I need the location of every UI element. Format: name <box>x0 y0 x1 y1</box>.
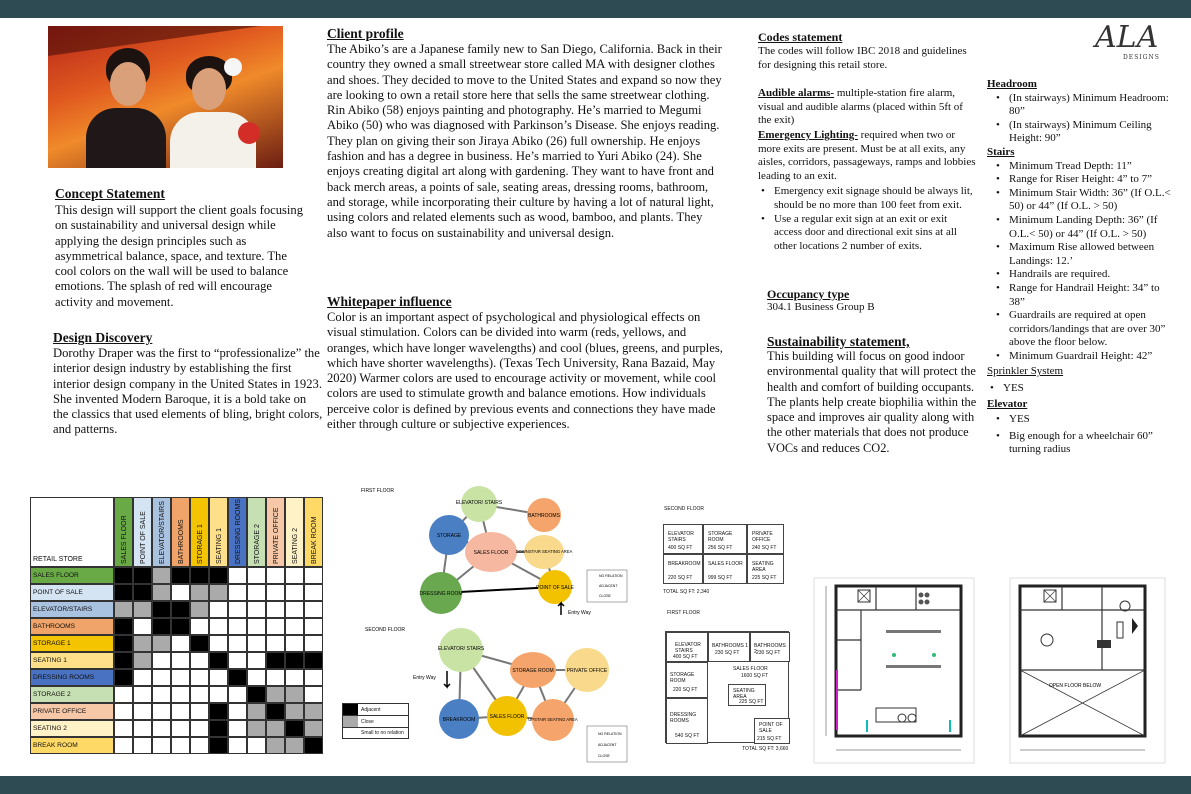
block-first-total: TOTAL SQ FT: 3,660 <box>742 746 789 752</box>
matrix-cell <box>171 567 190 584</box>
codes-bullet: • Use a regular exit sign at an exit or exit access door and directional exit sins at all other locations 2 number of exits. <box>758 213 978 254</box>
entry-label: Entry Way <box>413 675 436 681</box>
matrix-cell <box>228 618 247 635</box>
bubble-label: STORAGE ROOM <box>512 668 554 674</box>
matrix-cell <box>247 720 266 737</box>
room-area: 256 SQ FT <box>708 545 733 551</box>
matrix-cell <box>133 584 152 601</box>
matrix-row-header: SALES FLOOR <box>30 567 114 584</box>
matrix-column-header: SEATING 1 <box>209 497 228 567</box>
bubble-label: BATHROOMS <box>528 513 560 519</box>
matrix-cell <box>152 652 171 669</box>
discovery-title: Design Discovery <box>53 330 153 345</box>
matrix-cell <box>190 567 209 584</box>
headroom-item: • (In stairways) Minimum Headroom: 80” <box>993 92 1177 119</box>
room-area: 400 SQ FT <box>668 545 693 551</box>
matrix-cell <box>304 720 323 737</box>
elevator-item: • Big enough for a wheelchair 60” turning radius <box>993 430 1177 457</box>
block-room <box>666 632 708 662</box>
bubble-second-floor-title: SECOND FLOOR <box>365 627 406 633</box>
room-name: STORAGE ROOM <box>670 672 695 684</box>
matrix-cell <box>304 601 323 618</box>
sustainability-text: This building will focus on good indoor environmental quality that will protect the health and comfort of building occupants. The plants help create biophilia within the space and improves air quality along with the other materials that does not produce VOCs and reduces CO2. <box>767 349 977 455</box>
block-room <box>754 718 790 744</box>
matrix-cell <box>304 618 323 635</box>
elevator-title: Elevator <box>987 397 1028 410</box>
matrix-column-header: STORAGE 2 <box>247 497 266 567</box>
matrix-row-header: BREAK ROOM <box>30 737 114 754</box>
matrix-cell <box>304 567 323 584</box>
matrix-cell <box>133 686 152 703</box>
matrix-cell <box>209 720 228 737</box>
matrix-cell <box>266 618 285 635</box>
matrix-cell <box>228 567 247 584</box>
key-label: NO RELATION <box>598 732 622 736</box>
matrix-cell <box>171 652 190 669</box>
logo-subtitle: DESIGNS <box>1123 54 1160 61</box>
matrix-cell <box>152 601 171 618</box>
matrix-row-header: PRIVATE OFFICE <box>30 703 114 720</box>
block-room <box>663 524 703 554</box>
occupancy-text: 304.1 Business Group B <box>767 301 875 313</box>
entry-arrow-icon <box>558 603 564 615</box>
block-room <box>666 698 708 744</box>
matrix-cell <box>114 567 133 584</box>
matrix-cell <box>171 635 190 652</box>
matrix-cell <box>266 686 285 703</box>
matrix-cell <box>152 635 171 652</box>
matrix-cell <box>285 567 304 584</box>
floor-plan-first <box>806 570 981 770</box>
block-diagram-first-floor <box>665 631 789 743</box>
bubble-label: STORAGE <box>436 533 462 539</box>
room-name: STORAGE ROOM <box>708 531 733 543</box>
matrix-cell <box>114 652 133 669</box>
room-area: 225 SQ FT <box>739 699 764 705</box>
lighting-text: required when two or more exits are present. Must be at all exits, any aisles, corridors, passageways, ramps and lobbies leading to an exit. <box>758 129 976 182</box>
bubble-label: SALES FLOOR <box>473 550 509 556</box>
matrix-cell <box>190 669 209 686</box>
block-diagram-second-floor <box>663 524 784 584</box>
matrix-cell <box>114 686 133 703</box>
matrix-cell <box>247 703 266 720</box>
stairs-title: Stairs <box>987 145 1015 158</box>
matrix-cell <box>209 669 228 686</box>
matrix-cell <box>304 703 323 720</box>
block-room <box>747 554 784 584</box>
matrix-row-header: DRESSING ROOMS <box>30 669 114 686</box>
matrix-column-header: SALES FLOOR <box>114 497 133 567</box>
matrix-cell <box>171 686 190 703</box>
block-room <box>750 632 790 662</box>
matrix-cell <box>171 720 190 737</box>
matrix-cell <box>304 686 323 703</box>
matrix-column-header: BREAK ROOM <box>304 497 323 567</box>
stairs-item: • Minimum Tread Depth: 11” <box>993 160 1177 174</box>
matrix-column-header: ELEVATOR/STAIRS <box>152 497 171 567</box>
alarms-block <box>758 87 976 128</box>
client-title: Client profile <box>327 26 404 41</box>
matrix-column-header: PRIVATE OFFICE <box>266 497 285 567</box>
matrix-cell <box>190 601 209 618</box>
block-room <box>703 524 747 554</box>
matrix-cell <box>285 584 304 601</box>
matrix-cell <box>228 720 247 737</box>
headroom-title: Headroom <box>987 78 1037 90</box>
room-area: 540 SQ FT <box>675 733 700 739</box>
block-room <box>703 554 747 584</box>
matrix-cell <box>247 601 266 618</box>
matrix-cell <box>114 669 133 686</box>
matrix-cell <box>190 635 209 652</box>
matrix-cell <box>133 618 152 635</box>
matrix-cell <box>228 686 247 703</box>
matrix-cell <box>209 584 228 601</box>
matrix-cell <box>247 652 266 669</box>
matrix-cell <box>133 601 152 618</box>
block-second-total: TOTAL SQ FT: 2,340 <box>663 589 710 595</box>
matrix-cell <box>133 669 152 686</box>
matrix-cell <box>133 703 152 720</box>
room-name: DRESSING ROOMS <box>670 712 697 724</box>
matrix-column-header: POINT OF SALE <box>133 497 152 567</box>
matrix-cell <box>152 584 171 601</box>
matrix-cell <box>266 720 285 737</box>
bubble-label: UPSTAIR SEATING AREA <box>528 717 578 722</box>
room-name: SEATING AREA <box>752 561 774 573</box>
block-room <box>728 684 766 706</box>
matrix-row-header: ELEVATOR/STAIRS <box>30 601 114 618</box>
matrix-cell <box>285 703 304 720</box>
matrix-cell <box>133 567 152 584</box>
room-area: 220 SQ FT <box>668 575 693 581</box>
block-second-floor-title: SECOND FLOOR <box>664 506 705 512</box>
matrix-cell <box>152 686 171 703</box>
stairs-item: • Minimum Landing Depth: 36” (If O.L.< 50) or 44” (If O.L. > 50) <box>993 214 1177 241</box>
alarms-text: multiple-station fire alarm, visual and audible alarms (placed within 5ft of the exit) <box>758 87 963 127</box>
matrix-row-header: SEATING 1 <box>30 652 114 669</box>
floor-plan-second <box>1002 570 1172 770</box>
whitepaper-title: Whitepaper influence <box>327 294 452 309</box>
legend-adjacent-label: Adjacent <box>361 707 381 713</box>
room-area: 230 SQ FT <box>715 650 740 656</box>
block-room <box>663 554 703 584</box>
matrix-cell <box>114 737 133 754</box>
matrix-cell <box>304 669 323 686</box>
matrix-cell <box>304 737 323 754</box>
matrix-cell <box>228 601 247 618</box>
matrix-column-header: SEATING 2 <box>285 497 304 567</box>
headroom-item: • (In stairways) Minimum Ceiling Height: 90” <box>993 119 1177 146</box>
logo-mark: ALA <box>1095 20 1159 55</box>
matrix-cell <box>209 618 228 635</box>
block-room <box>708 632 750 662</box>
stairs-item: • Maximum Rise allowed between Landings: 12.’ <box>993 241 1177 268</box>
matrix-cell <box>190 686 209 703</box>
matrix-cell <box>133 720 152 737</box>
matrix-cell <box>114 703 133 720</box>
room-name: ELEVATOR STAIRS <box>675 642 701 654</box>
codes-text: The codes will follow IBC 2018 and guidelines for designing this retail store. <box>758 45 967 71</box>
matrix-column-header: BATHROOMS <box>171 497 190 567</box>
room-name: SALES FLOOR <box>733 666 768 672</box>
matrix-cell <box>152 669 171 686</box>
matrix-cell <box>247 584 266 601</box>
matrix-cell <box>304 635 323 652</box>
open-floor-below-label: OPEN FLOOR BELOW <box>1048 683 1102 689</box>
bubble-label: POINT OF SALE <box>536 585 574 591</box>
matrix-cell <box>285 737 304 754</box>
occupancy-title: Occupancy type <box>767 287 850 301</box>
matrix-row-header: STORAGE 1 <box>30 635 114 652</box>
matrix-cell <box>152 737 171 754</box>
bubble-label: ELEVATOR/ STAIRS <box>455 500 503 506</box>
matrix-cell <box>228 703 247 720</box>
matrix-cell <box>133 737 152 754</box>
matrix-cell <box>266 703 285 720</box>
matrix-cell <box>209 601 228 618</box>
room-area: 230 SQ FT <box>756 650 781 656</box>
alarms-title: Audible alarms- <box>758 87 835 99</box>
matrix-column-header: STORAGE 1 <box>190 497 209 567</box>
ala-designs-logo <box>1095 20 1185 62</box>
matrix-cell <box>152 703 171 720</box>
bubble-label: PRIVATE OFFICE <box>566 668 608 674</box>
client-text: The Abiko’s are a Japanese family new to San Diego, California. Back in their country they owned a small streetwear store called MA with designer clothes and shoes. They decided to move to the United States and expand so now they are looking to own a retail store here that sells the same streetwear clothing. Rin Abiko (58) enjoys painting and photography. He’s married to Megumi Abiko (50) who was diagnosed with Parkinson’s Disease. She enjoys reading. They plan on giving their son Jiraya Abiko (26) full ownership. He enjoys fashion and has a degree in business. He’s married to Yuri Abiko (24). She enjoys creating digital art along with gardening. They want to have front and back merch areas, a points of sale, seating areas, dressing rooms, bathroom, and storage, while incorporating their culture by having a lot of natural light, using colors and related elements such as wood, bamboo, and plants. They also want to focus on sustainability and universal design. <box>327 42 722 240</box>
matrix-cell <box>171 601 190 618</box>
matrix-cell <box>228 652 247 669</box>
matrix-cell <box>171 669 190 686</box>
matrix-cell <box>285 635 304 652</box>
lighting-title: Emergency Lighting- <box>758 129 858 141</box>
bubble-first-floor-title: FIRST FLOOR <box>361 488 394 494</box>
block-room <box>747 524 784 554</box>
legend-none-label: Small to no relation <box>361 730 404 736</box>
matrix-row-header: SEATING 2 <box>30 720 114 737</box>
room-name: BATHROOMS 2 <box>754 643 786 655</box>
matrix-cell <box>152 720 171 737</box>
block-first-floor-title: FIRST FLOOR <box>667 610 700 616</box>
matrix-cell <box>152 567 171 584</box>
matrix-cell <box>209 567 228 584</box>
room-area: 999 SQ FT <box>708 575 733 581</box>
matrix-cell <box>266 584 285 601</box>
matrix-cell <box>228 737 247 754</box>
bubble-label: BREAKROOM <box>442 717 476 723</box>
matrix-cell <box>285 652 304 669</box>
sprinkler-title: Sprinkler System <box>987 365 1064 378</box>
matrix-row-header: BATHROOMS <box>30 618 114 635</box>
first-floor-key <box>587 570 627 602</box>
top-band <box>0 0 1191 18</box>
room-name: BREAKROOM <box>668 561 701 567</box>
matrix-cell <box>228 669 247 686</box>
stairs-item: • Guardrails are required at open corridors/landings that are over 30” above the floor below. <box>993 309 1177 350</box>
matrix-cell <box>285 720 304 737</box>
matrix-cell <box>133 652 152 669</box>
matrix-cell <box>190 720 209 737</box>
second-floor-key <box>587 726 627 762</box>
matrix-cell <box>266 567 285 584</box>
matrix-row-header: STORAGE 2 <box>30 686 114 703</box>
stairs-item: • Minimum Stair Width: 36” (If O.L.< 50) or 44” (If O.L. > 50) <box>993 187 1177 214</box>
elevator-item: • YES <box>993 413 1177 427</box>
stairs-item: • Minimum Guardrail Height: 42” <box>993 350 1177 364</box>
matrix-cell <box>190 584 209 601</box>
matrix-corner-label: RETAIL STORE <box>30 497 114 567</box>
room-area: 1600 SQ FT <box>741 673 769 679</box>
legend-close-label: Close <box>361 719 374 725</box>
codes-bullet: • Emergency exit signage should be always lit, should be no more than 100 feet from exit. <box>758 185 978 212</box>
matrix-cell <box>247 567 266 584</box>
room-name: POINT OF SALE <box>759 722 783 734</box>
matrix-cell <box>266 737 285 754</box>
matrix-cell <box>285 618 304 635</box>
client-photo <box>48 26 283 168</box>
stairs-item: • Handrails are required. <box>993 268 1177 282</box>
room-name: ELEVATOR STAIRS <box>668 531 694 543</box>
matrix-column-header: DRESSING ROOMS <box>228 497 247 567</box>
matrix-cell <box>247 635 266 652</box>
matrix-cell <box>114 601 133 618</box>
stairs-item: • Range for Riser Height: 4” to 7” <box>993 173 1177 187</box>
matrix-cell <box>114 584 133 601</box>
key-label: CLOSE <box>599 594 611 598</box>
room-area: 215 SQ FT <box>757 736 782 742</box>
matrix-cell <box>285 669 304 686</box>
room-area: 400 SQ FT <box>673 654 698 660</box>
room-area: 220 SQ FT <box>673 687 698 693</box>
matrix-cell <box>266 652 285 669</box>
matrix-cell <box>190 703 209 720</box>
room-area: 240 SQ FT <box>752 545 777 551</box>
matrix-cell <box>190 737 209 754</box>
room-name: PRIVATE OFFICE <box>752 531 773 543</box>
concept-text: This design will support the client goals focusing on sustainability and universal design while applying the design principles such as asymmetrical balance, space, and texture. The cool colors on the wall will be used to balance emotions. The splash of red will encourage activity and movement. <box>55 203 303 309</box>
stairs-item: • Range for Handrail Height: 34” to 38” <box>993 282 1177 309</box>
matrix-cell <box>171 737 190 754</box>
key-label: ADJACENT <box>598 743 617 747</box>
matrix-cell <box>228 635 247 652</box>
bubble-label: DOWNSTAIR SEATING AREA <box>515 549 573 554</box>
matrix-row-header: POINT OF SALE <box>30 584 114 601</box>
bubble-label: SALES FLOOR <box>489 714 525 720</box>
matrix-cell <box>190 652 209 669</box>
key-label: CLOSE <box>598 754 610 758</box>
matrix-cell <box>209 703 228 720</box>
matrix-cell <box>266 669 285 686</box>
discovery-text: Dorothy Draper was the first to “professionalize” the interior design industry by establishing the first interior design company in the United States in 1923. She invented Modern Baroque, it is a bold take on the classics that used elements of bling, bright colors, and patterns. <box>53 346 323 437</box>
matrix-cell <box>209 635 228 652</box>
matrix-cell <box>209 686 228 703</box>
requirements-column <box>987 78 1177 457</box>
matrix-cell <box>304 584 323 601</box>
matrix-cell <box>266 635 285 652</box>
entry-arrow-icon <box>444 671 450 687</box>
matrix-cell <box>304 652 323 669</box>
matrix-cell <box>285 601 304 618</box>
room-name: BATHROOMS 1 <box>712 643 749 649</box>
matrix-cell <box>114 618 133 635</box>
whitepaper-text: Color is an important aspect of psychological and physiological effects on visual stimulation. Colors can be divided into warm (reds, yellows, and oranges, which have longer wavelengths) and cool (blues, greens, and purples, which have shorter wavelengths). (Texas Tech University, Rana Bazaid, May 2020) Warmer colors are used to encourage activity or movement, while cool colors are used to stimulate growth and balance emotions. How individuals perceive color is defined by previous events and connections they have made either through culture or subjective experiences. <box>327 310 723 432</box>
room-name: SEATING AREA <box>733 688 755 700</box>
concept-title: Concept Statement <box>55 186 165 201</box>
bubble-label: ELEVATOR/ STAIRS <box>437 646 485 652</box>
matrix-cell <box>171 618 190 635</box>
matrix-cell <box>171 584 190 601</box>
room-area: 225 SQ FT <box>752 575 777 581</box>
matrix-cell <box>209 737 228 754</box>
matrix-cell <box>133 635 152 652</box>
matrix-cell <box>114 635 133 652</box>
matrix-cell <box>228 584 247 601</box>
matrix-cell <box>266 601 285 618</box>
lighting-block <box>758 129 978 253</box>
codes-title: Codes statement <box>758 30 843 44</box>
matrix-cell <box>209 652 228 669</box>
bottom-band <box>0 776 1191 794</box>
sustainability-title: Sustainability statement, <box>767 334 910 349</box>
sprinkler-item: • YES <box>987 382 1177 396</box>
key-label: ADJACENT <box>599 584 618 588</box>
matrix-cell <box>247 737 266 754</box>
matrix-cell <box>114 720 133 737</box>
matrix-cell <box>285 686 304 703</box>
block-room <box>666 662 708 698</box>
bubble-label: DRESSING ROOM <box>419 591 463 597</box>
matrix-cell <box>247 669 266 686</box>
entry-label: Entry Way <box>568 610 591 616</box>
matrix-cell <box>171 703 190 720</box>
matrix-cell <box>190 618 209 635</box>
matrix-cell <box>152 618 171 635</box>
room-name: SALES FLOOR <box>708 561 743 567</box>
matrix-cell <box>247 618 266 635</box>
bubble-diagrams <box>355 483 655 768</box>
key-label: NO RELATION <box>599 574 623 578</box>
matrix-cell <box>247 686 266 703</box>
